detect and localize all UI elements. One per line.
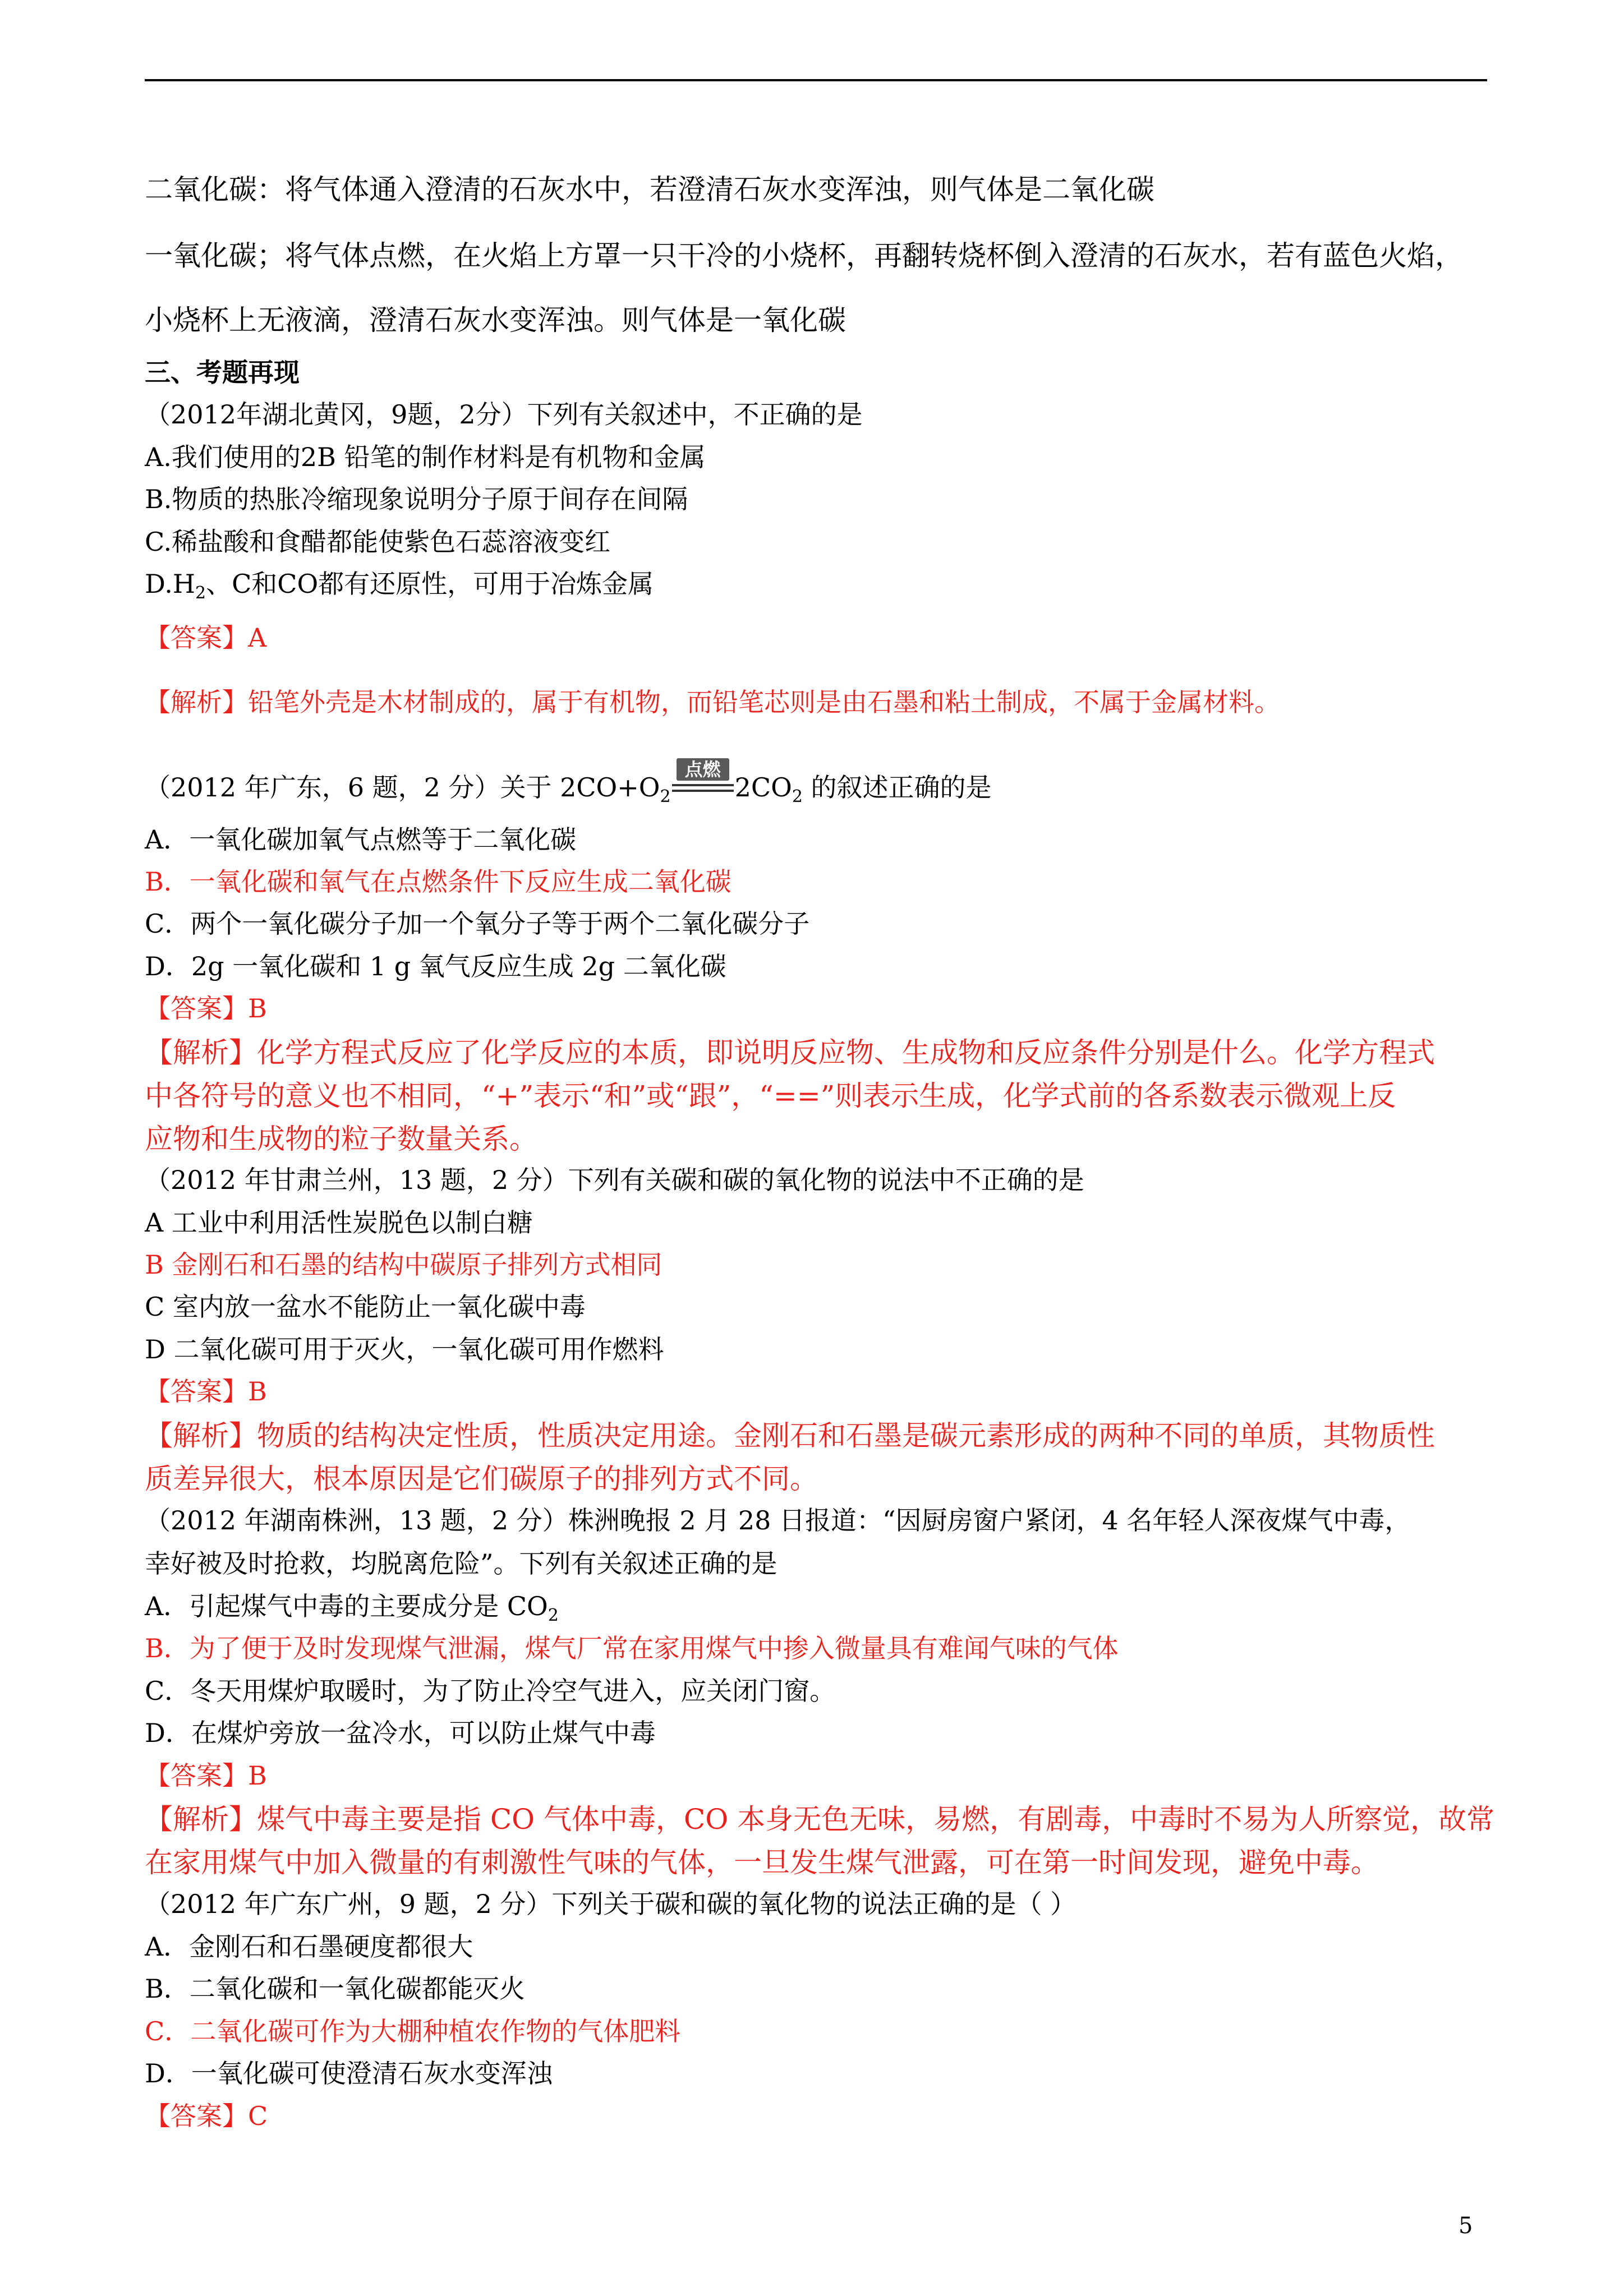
q2-stem: [145, 759, 992, 813]
q5-option-d: D．一氧化碳可使澄清石灰水变浑浊: [145, 2058, 553, 2088]
q2-option-c: C．两个一氧化碳分子加一个氧分子等于两个二氧化碳分子: [145, 909, 810, 939]
q3-stem: （2012 年甘肃兰州，13 题，2 分）下列有关碳和碳的氧化物的说法中不正确的是: [145, 1165, 1084, 1195]
q2-analysis-1: 【解析】化学方程式反应了化学反应的本质，即说明反应物、生成物和反应条件分别是什么。化学方程式: [145, 1036, 1435, 1069]
q4-stem-2: 幸好被及时抢救，均脱离危险”。下列有关叙述正确的是: [145, 1548, 778, 1579]
q5-answer: 【答案】C: [145, 2101, 268, 2131]
q4-option-c: C．冬天用煤炉取暖时，为了防止冷空气进入，应关闭门窗。: [145, 1676, 836, 1706]
q1-d-post: 、C和CO都有还原性，可用于冶炼金属: [206, 569, 654, 599]
q5-option-a: A．金刚石和石墨硬度都很大: [145, 1931, 473, 1962]
q4-a-sub: 2: [548, 1606, 559, 1625]
q2-stem-post: 的叙述正确的是: [802, 772, 992, 803]
q4-option-b: B．为了便于及时发现煤气泄漏，煤气厂常在家用煤气中掺入微量具有难闻气味的气体: [145, 1633, 1119, 1663]
q4-option-a: [145, 1590, 559, 1631]
header-rule: [145, 79, 1487, 81]
q3-option-c: C 室内放一盆水不能防止一氧化碳中毒: [145, 1292, 586, 1322]
co-test-text-2: 小烧杯上无液滴，澄清石灰水变浑浊。则气体是一氧化碳: [145, 304, 846, 336]
q3-option-d: D 二氧化碳可用于灭火，一氧化碳可用作燃料: [145, 1334, 664, 1364]
q1-option-a: A.我们使用的2B 铅笔的制作材料是有机物和金属: [145, 442, 706, 472]
section-title: 三、考题再现: [145, 357, 300, 388]
q2-answer: 【答案】B: [145, 993, 267, 1023]
q1-option-d: [145, 568, 654, 609]
q2-stem-sub1: 2: [660, 787, 671, 806]
q1-stem: （2012年湖北黄冈，9题，2分）下列有关叙述中，不正确的是: [145, 399, 863, 430]
reaction-condition-arrow: [672, 759, 734, 800]
q3-analysis-2: 质差异很大，根本原因是它们碳原子的排列方式不同。: [145, 1463, 818, 1495]
q3-analysis-1: 【解析】物质的结构决定性质，性质决定用途。金刚石和石墨是碳元素形成的两种不同的单质，其物质性: [145, 1419, 1435, 1452]
q4-analysis-1: 【解析】煤气中毒主要是指 CO 气体中毒，CO 本身无色无味，易燃，有剧毒，中毒时不易为人所察觉，故常: [145, 1803, 1495, 1836]
q4-analysis-2: 在家用煤气中加入微量的有刺激性气味的气体，一旦发生煤气泄露，可在第一时间发现，避免中毒。: [145, 1846, 1379, 1879]
q1-option-c: C.稀盐酸和食醋都能使紫色石蕊溶液变红: [145, 527, 611, 557]
q2-stem-pre: （2012 年广东，6 题，2 分）关于 2CO+O: [145, 772, 660, 803]
q4-a-pre: A．引起煤气中毒的主要成分是 CO: [145, 1591, 548, 1621]
co2-test-text: 二氧化碳：将气体通入澄清的石灰水中，若澄清石灰水变浑浊，则气体是二氧化碳: [145, 173, 1154, 206]
q1-option-b: B.物质的热胀冷缩现象说明分子原于间存在间隔: [145, 484, 688, 514]
q2-option-a: A．一氧化碳加氧气点燃等于二氧化碳: [145, 824, 577, 855]
q1-d-sub: 2: [195, 583, 206, 603]
q3-option-b: B 金刚石和石墨的结构中碳原子排列方式相同: [145, 1250, 663, 1280]
q4-answer: 【答案】B: [145, 1760, 267, 1791]
q2-analysis-2: 中各符号的意义也不相同，“+”表示“和”或“跟”，“==”则表示生成，化学式前的各系数表示微观上反: [145, 1080, 1396, 1112]
page-number: 5: [1459, 2213, 1473, 2239]
q2-option-b: B．一氧化碳和氧气在点燃条件下反应生成二氧化碳: [145, 866, 732, 897]
q4-stem-1: （2012 年湖南株洲，13 题，2 分）株洲晚报 2 月 28 日报道：“因厨房窗户紧闭，4 名年轻人深夜煤气中毒，: [145, 1505, 1411, 1536]
q2-stem-mid: 2CO: [734, 772, 792, 803]
q5-option-b: B．二氧化碳和一氧化碳都能灭火: [145, 1974, 525, 2004]
q4-option-d: D．在煤炉旁放一盆冷水，可以防止煤气中毒: [145, 1718, 656, 1748]
reaction-condition-label: 点燃: [677, 758, 729, 781]
co-test-text-1: 一氧化碳；将气体点燃，在火焰上方罩一只干冷的小烧杯，再翻转烧杯倒入澄清的石灰水，若有蓝色火焰，: [145, 239, 1463, 272]
q2-option-d: D．2g 一氧化碳和 1 g 氧气反应生成 2g 二氧化碳: [145, 951, 726, 981]
q5-option-c: C．二氧化碳可作为大棚种植农作物的气体肥料: [145, 2016, 681, 2046]
q5-stem: （2012 年广东广州，9 题，2 分）下列关于碳和碳的氧化物的说法正确的是（ ）: [145, 1889, 1076, 1919]
q3-answer: 【答案】B: [145, 1376, 267, 1407]
q1-answer: 【答案】A: [145, 623, 267, 653]
q1-d-pre: D.H: [145, 569, 195, 599]
q1-analysis: 【解析】铅笔外壳是木材制成的，属于有机物，而铅笔芯则是由石墨和粘土制成，不属于金属材料。: [145, 687, 1280, 717]
q2-analysis-3: 应物和生成物的粒子数量关系。: [145, 1123, 537, 1155]
q2-stem-sub2: 2: [792, 787, 803, 806]
q3-option-a: A 工业中利用活性炭脱色以制白糖: [145, 1207, 533, 1238]
